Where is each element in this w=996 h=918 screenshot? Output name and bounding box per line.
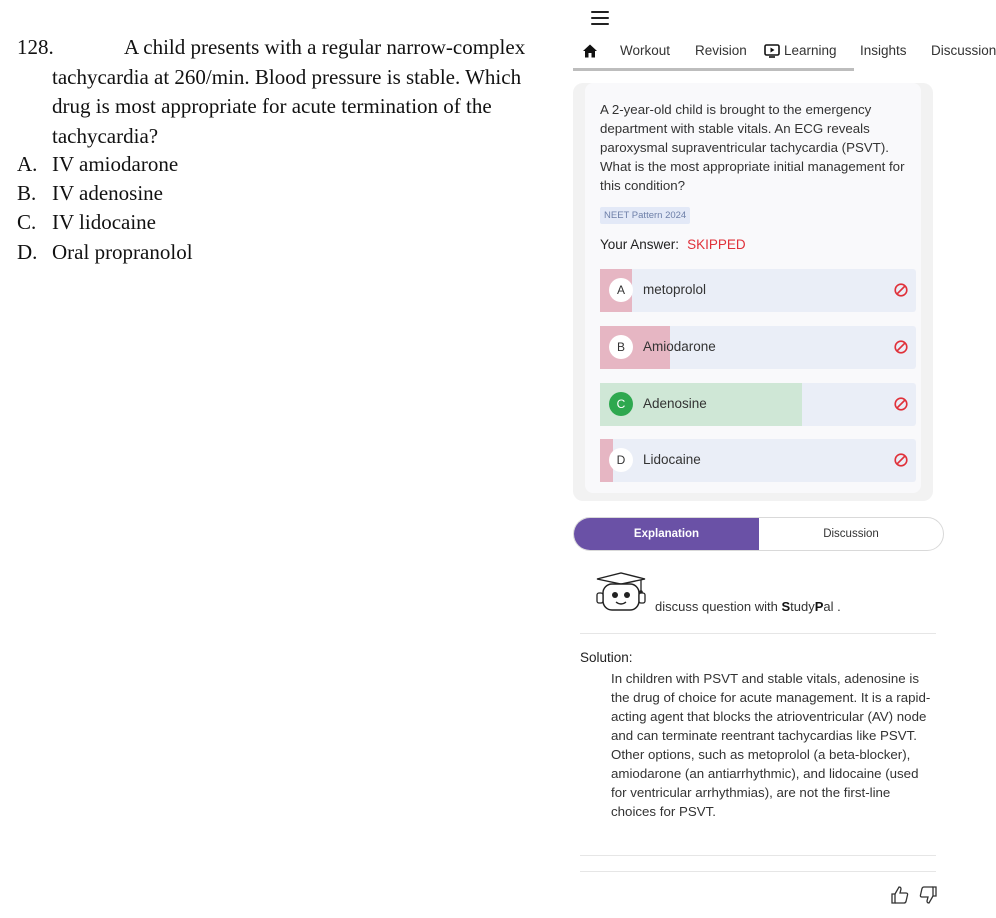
top-nav-tabs [573, 36, 996, 68]
question-number: 128. [17, 35, 54, 59]
tab-insights[interactable]: Insights [860, 43, 907, 58]
card-question-text: A 2-year-old child is brought to the emergency department with stable vitals. An ECG reveals paroxysmal supraventricular tachycardia (PSVT). What is the most appropriate initial management for this condition? [600, 102, 905, 193]
paper-option-b: B. IV adenosine [17, 181, 163, 205]
option-a-label: metoprolol [643, 282, 707, 297]
option-d-badge: D [609, 448, 633, 472]
discussion-tab[interactable]: Discussion [823, 528, 879, 540]
option-b-label: Amiodarone [643, 339, 716, 354]
solution-body: In children with PSVT and stable vitals, adenosine is the drug of choice for acute management. It is a rapid-acting agent that blocks the atrioventricular (AV) node and can terminate reentrant tachycardias like PSVT. Other options, such as metoprolol (a beta-blocker), amiodarone (an antiarrhythmic), and lidocaine (used for ventricular arrhythmias), are not the first-line choices for PSVT. [611, 671, 931, 819]
option-d[interactable] [600, 439, 916, 482]
paper-option-d: D. Oral propranolol [17, 240, 193, 264]
option-a-badge: A [609, 278, 633, 302]
answer-status: SKIPPED [687, 237, 746, 252]
studypal-text: discuss question with StudyPal . [655, 599, 841, 614]
tab-workout[interactable]: Workout [620, 43, 671, 58]
studypal-link[interactable] [594, 571, 934, 615]
question-text: A child presents with a regular narrow-complex tachycardia at 260/min. Blood pressure is stable. Which drug is most appropriate for acute termination of the tachycardia? [52, 35, 526, 148]
explanation-tab[interactable]: Explanation [574, 518, 759, 550]
play-screen-icon [764, 44, 780, 58]
question-card [573, 83, 933, 501]
divider [580, 871, 936, 872]
your-answer-row [600, 237, 746, 252]
option-d-label: Lidocaine [643, 452, 701, 467]
option-c[interactable] [600, 383, 916, 426]
tab-discussion[interactable]: Discussion [931, 43, 996, 58]
robot-graduate-icon [594, 571, 648, 613]
quiz-app-panel [573, 0, 996, 918]
solution-title: Solution: [580, 650, 633, 665]
option-b-badge: B [609, 335, 633, 359]
option-c-badge: C [609, 392, 633, 416]
exam-tag: NEET Pattern 2024 [600, 207, 690, 224]
ban-icon[interactable] [894, 453, 908, 467]
your-answer-label: Your Answer: [600, 237, 680, 252]
thumbs-up-icon[interactable] [890, 885, 910, 905]
divider [580, 855, 936, 856]
divider [580, 633, 936, 634]
hamburger-icon[interactable] [591, 11, 609, 27]
option-b[interactable] [600, 326, 916, 369]
tab-revision[interactable]: Revision [695, 43, 747, 58]
ban-icon[interactable] [894, 340, 908, 354]
tabs-scroll-indicator [573, 68, 854, 71]
thumbs-down-icon[interactable] [918, 885, 938, 905]
ban-icon[interactable] [894, 397, 908, 411]
tab-learning[interactable] [764, 43, 837, 58]
option-c-label: Adenosine [643, 396, 707, 411]
option-a[interactable] [600, 269, 916, 312]
paper-option-a: A. IV amiodarone [17, 152, 179, 176]
home-icon[interactable] [582, 43, 598, 59]
explanation-discussion-toggle [573, 517, 944, 551]
tab-learning-label: Learning [784, 43, 837, 58]
ban-icon[interactable] [894, 283, 908, 297]
paper-option-c: C. IV lidocaine [17, 210, 156, 234]
